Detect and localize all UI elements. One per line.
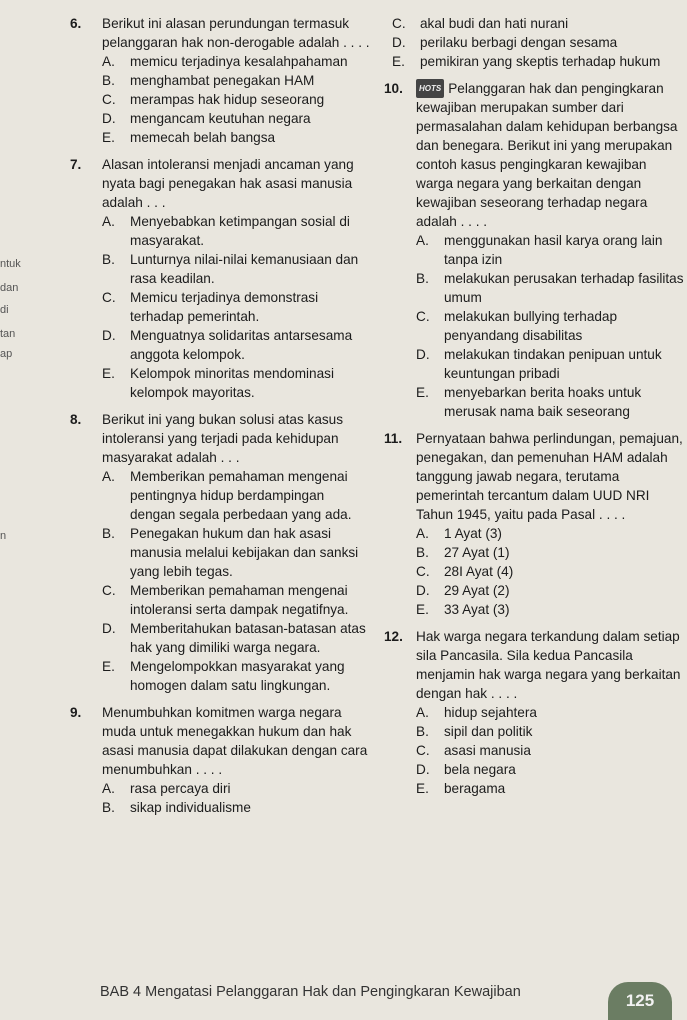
option-text: asasi manusia: [444, 743, 531, 758]
option-text: menggunakan hasil karya orang lain tanpa izin: [444, 233, 663, 267]
option-text: perilaku berbagi dengan sesama: [420, 35, 618, 50]
option: [102, 326, 370, 364]
option: [102, 467, 370, 524]
option: [416, 581, 684, 600]
option-letter: A.: [416, 705, 429, 720]
margin-fragment: ntuk: [0, 258, 21, 270]
option-letter: A.: [102, 781, 115, 796]
option-letter: D.: [392, 35, 406, 50]
option-text: Menguatnya solidaritas antarsesama anggota kelompok.: [130, 328, 353, 362]
option-text: Memberikan pemahaman mengenai intoleransi serta dampak negatifnya.: [130, 583, 349, 617]
option-text: merampas hak hidup seseorang: [130, 92, 325, 107]
option: [102, 128, 370, 147]
option: [102, 212, 370, 250]
option-text: Memicu terjadinya demonstrasi terhadap pemerintah.: [130, 290, 319, 324]
option: [102, 779, 370, 798]
option-text: hidup sejahtera: [444, 705, 537, 720]
option: [392, 33, 684, 52]
option-text: memicu terjadinya kesalahpahaman: [130, 54, 348, 69]
question-stem: Hak warga negara terkandung dalam setiap sila Pancasila. Sila kedua Pancasila menjamin hak warga negara yang berkaitan dengan hak . . . .: [416, 629, 681, 701]
question-9: [70, 703, 370, 817]
option-letter: C.: [392, 16, 406, 31]
margin-fragment: di: [0, 304, 9, 316]
option-text: 28I Ayat (4): [444, 564, 514, 579]
option-text: Penegakan hukum dan hak asasi manusia melalui kebijakan dan sanksi yang lebih tegas.: [130, 526, 359, 579]
margin-fragment: dan: [0, 282, 19, 294]
option: [416, 269, 684, 307]
question-stem-text: Pelanggaran hak dan pengingkaran kewajiban merupakan sumber dari permasalahan dalam kehidupan berbangsa dan benegara. Berikut ini yang merupakan contoh kasus pengingkaran kewajiban warga negara yang berkaitan dengan kewajiban seseorang terhadap negara adalah . . . .: [416, 81, 678, 229]
option: [392, 52, 684, 71]
option-letter: B.: [416, 271, 429, 286]
option: [416, 524, 684, 543]
option-text: mengancam keutuhan negara: [130, 111, 311, 126]
option-letter: E.: [102, 659, 115, 674]
chapter-label: BAB 4: [100, 984, 142, 1000]
question-number: 7.: [70, 157, 82, 172]
option-letter: A.: [102, 214, 115, 229]
page-number-badge: 125: [608, 982, 672, 1020]
option: [102, 52, 370, 71]
option: [102, 798, 370, 817]
option-text: Memberikan pemahaman mengenai pentingnya hidup berdampingan dengan segala perbedaan yang ada.: [130, 469, 352, 522]
option-text: bela negara: [444, 762, 516, 777]
option: [416, 345, 684, 383]
option: [416, 562, 684, 581]
option: [416, 722, 684, 741]
option-text: melakukan bullying terhadap penyandang disabilitas: [444, 309, 618, 343]
left-column: [70, 14, 370, 825]
option-text: Kelompok minoritas mendominasi kelompok mayoritas.: [130, 366, 334, 400]
option-letter: C.: [416, 743, 430, 758]
option-letter: E.: [102, 366, 115, 381]
question-12: [384, 627, 684, 798]
question-number: 6.: [70, 16, 82, 31]
option: [102, 364, 370, 402]
option-text: Lunturnya nilai-nilai kemanusiaan dan rasa keadilan.: [130, 252, 359, 286]
option: [416, 231, 684, 269]
question-11: [384, 429, 684, 619]
option: [102, 288, 370, 326]
option-text: Memberitahukan batasan-batasan atas hak yang dimiliki warga negara.: [130, 621, 366, 655]
option: [416, 779, 684, 798]
option-letter: B.: [102, 73, 115, 88]
option: [102, 524, 370, 581]
option-letter: E.: [416, 602, 429, 617]
hots-badge: HOTS: [416, 79, 444, 98]
option: [102, 657, 370, 695]
option-letter: B.: [102, 526, 115, 541]
question-stem: Menumbuhkan komitmen warga negara muda untuk menegakkan hukum dan hak asasi manusia dapat dilakukan dengan cara menumbuhkan . . . .: [102, 705, 368, 777]
option-text: sipil dan politik: [444, 724, 533, 739]
option: [102, 90, 370, 109]
option: [416, 600, 684, 619]
option-letter: B.: [102, 252, 115, 267]
option-text: melakukan perusakan terhadap fasilitas umum: [444, 271, 684, 305]
option-letter: C.: [102, 92, 116, 107]
option-text: sikap individualisme: [130, 800, 251, 815]
question-number: 8.: [70, 412, 82, 427]
option-text: menghambat penegakan HAM: [130, 73, 315, 88]
option-text: 27 Ayat (1): [444, 545, 510, 560]
option-text: 29 Ayat (2): [444, 583, 510, 598]
option-letter: C.: [102, 290, 116, 305]
question-9-continued: [392, 14, 684, 71]
option-letter: C.: [416, 309, 430, 324]
option: [102, 619, 370, 657]
option-letter: E.: [392, 54, 405, 69]
option-text: Menyebabkan ketimpangan sosial di masyarakat.: [130, 214, 350, 248]
option: [416, 703, 684, 722]
margin-fragment: n: [0, 530, 7, 542]
option-letter: B.: [416, 724, 429, 739]
option-letter: D.: [102, 621, 116, 636]
question-stem: Pernyataan bahwa perlindungan, pemajuan, penegakan, dan pemenuhan HAM adalah tanggung jawab negara, terutama pemerintah tercantum dalam UUD NRI Tahun 1945, yaitu pada Pasal . . . .: [416, 431, 683, 522]
option: [102, 71, 370, 90]
option-text: Mengelompokkan masyarakat yang homogen dalam satu lingkungan.: [130, 659, 345, 693]
chapter-title: Mengatasi Pelanggaran Hak dan Pengingkaran Kewajiban: [145, 984, 521, 1000]
option-letter: D.: [416, 762, 430, 777]
question-stem: Berikut ini alasan perundungan termasuk pelanggaran hak non-derogable adalah . . . .: [102, 16, 370, 50]
right-column: [384, 14, 684, 806]
option-letter: E.: [416, 385, 429, 400]
option-letter: D.: [416, 583, 430, 598]
option-letter: A.: [416, 233, 429, 248]
question-6: [70, 14, 370, 147]
option: [102, 109, 370, 128]
option-text: menyebarkan berita hoaks untuk merusak nama baik seseorang: [444, 385, 642, 419]
option: [416, 741, 684, 760]
option-text: akal budi dan hati nurani: [420, 16, 569, 31]
option-text: rasa percaya diri: [130, 781, 231, 796]
option: [416, 307, 684, 345]
question-stem: [416, 79, 684, 231]
question-8: [70, 410, 370, 695]
option-letter: B.: [416, 545, 429, 560]
option-letter: A.: [102, 54, 115, 69]
question-7: [70, 155, 370, 402]
option-text: 33 Ayat (3): [444, 602, 510, 617]
question-number: 10.: [384, 81, 403, 96]
option-text: memecah belah bangsa: [130, 130, 276, 145]
option: [416, 760, 684, 779]
option-text: 1 Ayat (3): [444, 526, 502, 541]
option-letter: E.: [416, 781, 429, 796]
option: [416, 543, 684, 562]
option-letter: D.: [102, 328, 116, 343]
option-letter: A.: [416, 526, 429, 541]
margin-fragment: tan: [0, 328, 16, 340]
option-text: pemikiran yang skeptis terhadap hukum: [420, 54, 661, 69]
option-letter: A.: [102, 469, 115, 484]
margin-fragment: ap: [0, 348, 13, 360]
option-text: beragama: [444, 781, 506, 796]
option: [102, 250, 370, 288]
question-number: 12.: [384, 629, 403, 644]
option-letter: D.: [102, 111, 116, 126]
option: [102, 581, 370, 619]
question-stem: Berikut ini yang bukan solusi atas kasus intoleransi yang terjadi pada kehidupan masyarakat adalah . . .: [102, 412, 344, 465]
page-footer: [100, 984, 521, 1000]
question-number: 9.: [70, 705, 82, 720]
option-letter: E.: [102, 130, 115, 145]
question-stem: Alasan intoleransi menjadi ancaman yang nyata bagi penegakan hak asasi manusia adalah . . .: [102, 157, 354, 210]
option-letter: D.: [416, 347, 430, 362]
option-text: melakukan tindakan penipuan untuk keuntungan pribadi: [444, 347, 662, 381]
option-letter: C.: [416, 564, 430, 579]
option-letter: C.: [102, 583, 116, 598]
question-number: 11.: [384, 431, 403, 446]
option-letter: B.: [102, 800, 115, 815]
option: [416, 383, 684, 421]
question-10: [384, 79, 684, 421]
option: [392, 14, 684, 33]
